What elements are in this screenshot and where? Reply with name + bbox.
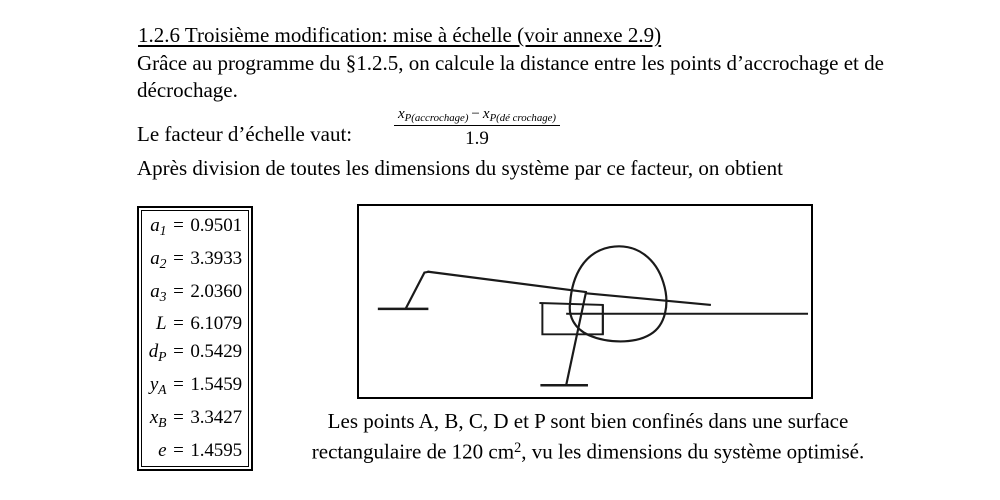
result-value: 1.5459 <box>190 374 242 396</box>
fraction-numerator <box>394 106 560 125</box>
result-value: 6.1079 <box>190 313 242 335</box>
results-row <box>146 216 242 241</box>
results-row <box>146 282 242 307</box>
intro-paragraph: Grâce au programme du §1.2.5, on calcule la distance entre les points d’accrochage et de décrochage. <box>137 51 884 102</box>
result-equals-sign: = <box>168 374 189 396</box>
result-value: 0.5429 <box>190 341 242 363</box>
numerator-right-subscript: P(dé crochage) <box>489 112 557 125</box>
mechanism-figure-svg <box>359 206 811 397</box>
result-subscript: 1 <box>159 222 167 238</box>
numerator-left-variable: x <box>398 106 405 122</box>
scale-factor-label: Le facteur d’échelle vaut: <box>137 122 353 146</box>
section-heading: 1.2.6 Troisième modification: mise à échelle (voir annexe 2.9) <box>138 23 662 47</box>
scale-factor-fraction <box>394 106 560 150</box>
result-symbol: a <box>150 247 160 269</box>
results-table-inner-border <box>141 210 249 467</box>
result-symbol: d <box>148 341 159 363</box>
left-crank-link <box>406 272 430 309</box>
result-subscript: P <box>158 349 167 365</box>
fraction-denominator: 1.9 <box>465 128 489 150</box>
results-table <box>137 206 253 471</box>
caption-line-1: Les points A, B, C, D et P sont bien confinés dans une surface <box>327 409 849 433</box>
figure-caption <box>278 408 898 465</box>
scale-factor-line <box>137 106 657 160</box>
result-symbol: y <box>149 374 159 396</box>
result-symbol: x <box>149 407 159 429</box>
upper-coupler-bar <box>427 272 587 293</box>
result-equals-sign: = <box>168 280 189 302</box>
results-row <box>146 249 242 274</box>
result-subscript: A <box>158 382 167 398</box>
results-row <box>146 314 242 334</box>
result-equals-sign: = <box>168 313 189 335</box>
result-equals-sign: = <box>168 407 189 429</box>
result-symbol: e <box>158 439 167 461</box>
caption-superscript: 2 <box>514 440 522 456</box>
result-symbol: L <box>155 313 167 335</box>
after-division-paragraph: Après division de toutes les dimensions du système par ce facteur, on obtient <box>137 156 783 180</box>
result-subscript: 3 <box>159 288 167 304</box>
result-equals-sign: = <box>168 215 189 236</box>
results-row <box>146 375 242 400</box>
result-symbol: a <box>150 215 160 236</box>
numerator-operator: − <box>471 106 480 122</box>
results-row <box>146 441 242 461</box>
results-row <box>146 408 242 433</box>
result-equals-sign: = <box>168 341 189 363</box>
result-equals-sign: = <box>168 247 189 269</box>
results-row <box>146 342 242 367</box>
result-subscript: B <box>158 414 167 430</box>
result-value: 3.3427 <box>190 407 242 429</box>
caption-line-2-part-2: , vu les dimensions du système optimisé. <box>521 439 865 464</box>
result-value: 3.3933 <box>190 247 242 269</box>
mechanism-figure-frame <box>357 204 813 399</box>
cam-blob-outline <box>570 246 667 341</box>
caption-line-2-part-1: rectangulaire de 120 cm <box>311 439 515 464</box>
result-value: 1.4595 <box>190 439 242 461</box>
numerator-right-variable: x <box>482 106 490 122</box>
numerator-left-subscript: P(accrochage) <box>404 112 469 125</box>
coupler-extension-bar <box>585 293 711 305</box>
result-value: 0.9501 <box>190 215 242 236</box>
result-equals-sign: = <box>168 439 189 461</box>
result-subscript: 2 <box>159 255 167 271</box>
result-value: 2.0360 <box>190 280 242 302</box>
result-symbol: a <box>150 280 160 302</box>
